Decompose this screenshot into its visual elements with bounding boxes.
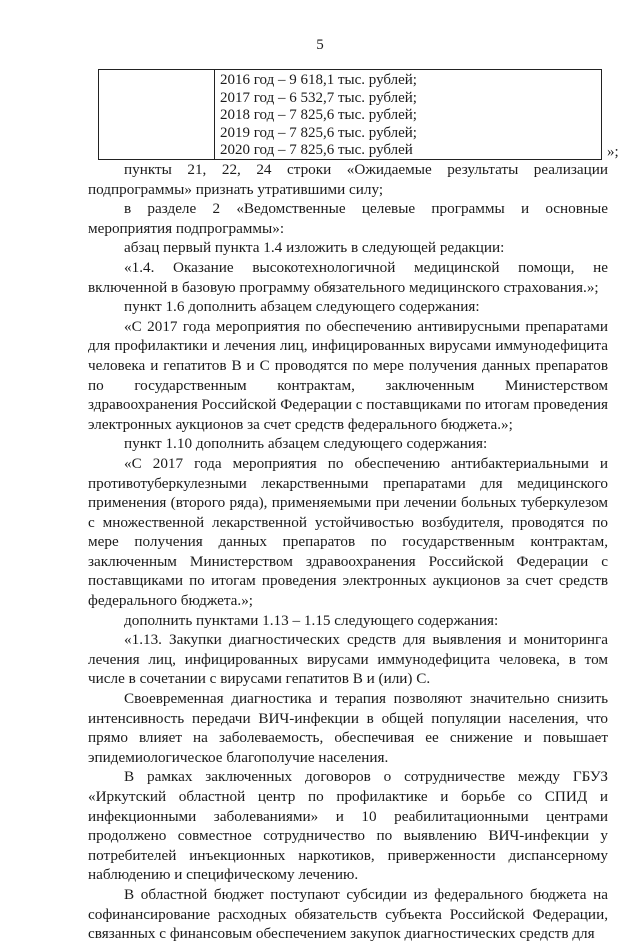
paragraph: В областной бюджет поступают субсидии из федерального бюджета на софинансирование расходных обязательств субъекта Российской Федерации, связанных с финансовым обеспечением закупок диагностических средств для xyxy=(88,885,608,943)
funding-line-2016: 2016 год – 9 618,1 тыс. рублей; xyxy=(220,72,417,88)
paragraph: дополнить пунктами 1.13 – 1.15 следующего содержания: xyxy=(124,611,499,629)
paragraph: пункт 1.6 дополнить абзацем следующего содержания: xyxy=(124,298,480,316)
paragraph: «1.13. Закупки диагностических средств для выявления и мониторинга лечения лиц, инфицированных вирусами иммунодефицита человека, в том числе в сочетании с вирусами гепатитов В и (или) С. xyxy=(88,631,608,688)
funding-line-2018: 2018 год – 7 825,6 тыс. рублей; xyxy=(220,107,417,124)
table-closing-quote: »; xyxy=(607,144,619,160)
document-body xyxy=(88,160,608,944)
funding-table xyxy=(98,69,602,160)
funding-line-2020: 2020 год – 7 825,6 тыс. рублей xyxy=(220,142,413,159)
paragraph: «1.4. Оказание высокотехнологичной медицинской помощи, не включенной в базовую программу обязательного медицинского страхования.»; xyxy=(88,258,608,296)
page-number: 5 xyxy=(316,37,324,53)
table-column-divider xyxy=(214,70,215,159)
paragraph: «С 2017 года мероприятия по обеспечению антибактериальными и противотуберкулезными лекарственными препаратами для медицинского применения (второго ряда), применяемыми при лечении больных туберкулезом с множественной лекарственной устойчивостью возбудителя, проводятся по мере получения данных препаратов по государственным контрактам, заключенным Министерством здравоохранения Российской Федерации с поставщиками по итогам проведения электронных аукционов за счет средств федерального бюджета.»; xyxy=(88,454,608,610)
paragraph: в разделе 2 «Ведомственные целевые программы и основные мероприятия подпрограммы»: xyxy=(88,200,608,237)
paragraph: «С 2017 года мероприятия по обеспечению антивирусными препаратами для профилактики и лечения лиц, инфицированных вирусами иммунодефицита человека и гепатитов В и С проводятся по мере получения данных препаратов по государственным контрактам, заключенным Министерством здравоохранения Российской Федерации с поставщиками по итогам проведения электронных аукционов за счет средств федерального бюджета.»; xyxy=(88,317,608,433)
paragraph: абзац первый пункта 1.4 изложить в следующей редакции: xyxy=(124,239,505,257)
paragraph: Своевременная диагностика и терапия позволяют значительно снизить интенсивность передачи ВИЧ-инфекции в общей популяции населения, что прямо влияет на заболеваемость, обеспечивая ее снижение и повышает эпидемиологическое благополучие населения. xyxy=(88,690,608,766)
funding-table-lines xyxy=(220,72,417,160)
funding-line-2017: 2017 год – 6 532,7 тыс. рублей; xyxy=(220,89,417,106)
paragraph: пункты 21, 22, 24 строки «Ожидаемые результаты реализации подпрограммы» признать утратившими силу; xyxy=(88,161,608,198)
paragraph: В рамках заключенных договоров о сотрудничестве между ГБУЗ «Иркутский областной центр по профилактике и борьбе со СПИД и инфекционными заболеваниями» и 10 реабилитационными центрами продолжено совместное сотрудничество по выявлению ВИЧ-инфекции у потребителей инъекционных наркотиков, приверженности диспансерному наблюдению и специфическому лечению. xyxy=(88,768,608,884)
paragraph: пункт 1.10 дополнить абзацем следующего содержания: xyxy=(124,435,488,453)
funding-line-2019: 2019 год – 7 825,6 тыс. рублей; xyxy=(220,124,417,141)
